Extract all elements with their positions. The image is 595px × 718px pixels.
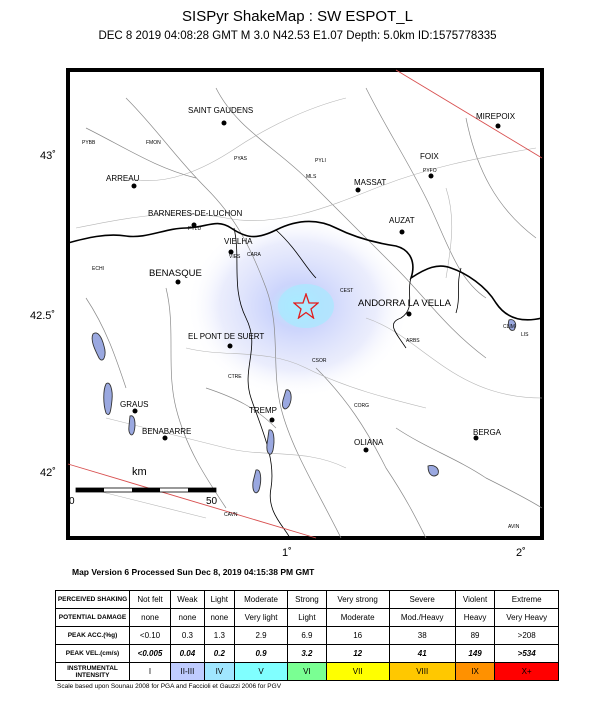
shakemap-area[interactable] — [66, 68, 544, 540]
city-dot — [222, 121, 227, 126]
station-label: CLIM — [503, 324, 515, 330]
legend-cell: 12 — [326, 645, 389, 663]
city-label: ANDORRA LA VELLA — [358, 298, 451, 309]
city-label: ARREAU — [106, 174, 140, 183]
city-label: MIREPOIX — [476, 112, 516, 121]
legend-cell: Violent — [455, 591, 495, 609]
legend-cell: Mod./Heavy — [389, 609, 455, 627]
legend-row-intensity — [56, 663, 559, 681]
intensity-cell: IX — [455, 663, 495, 681]
legend-cell: 149 — [455, 645, 495, 663]
city-label: BENASQUE — [149, 268, 202, 279]
city-label: BENABARRE — [142, 427, 192, 436]
station-label: CAVN — [224, 512, 238, 518]
row-header-shaking: PERCEIVED SHAKING — [56, 591, 130, 609]
row-header-intensity: INSTRUMENTAL INTENSITY — [56, 663, 130, 681]
city-dot — [496, 124, 501, 129]
legend-cell: Very strong — [326, 591, 389, 609]
city-label: MASSAT — [354, 178, 387, 187]
legend-cell: none — [171, 609, 205, 627]
lon-label-1: 1˚ — [282, 547, 292, 559]
city-dot — [400, 230, 405, 235]
legend-cell: Very Heavy — [495, 609, 559, 627]
legend-cell: Strong — [288, 591, 326, 609]
city-label: AUZAT — [389, 216, 415, 225]
legend-cell: none — [130, 609, 171, 627]
city-label: SAINT GAUDENS — [188, 106, 254, 115]
city-label: BARNERES-DE-LUCHON — [148, 209, 243, 218]
version-line: Map Version 6 Processed Sun Dec 8, 2019 04:15:38 PM GMT — [72, 567, 315, 577]
intensity-cell: IV — [204, 663, 234, 681]
legend-cell: 38 — [389, 627, 455, 645]
row-header-acc: PEAK ACC.(%g) — [56, 627, 130, 645]
city-dot — [133, 409, 138, 414]
lat-label-43: 43˚ — [40, 150, 56, 162]
legend-cell: Heavy — [455, 609, 495, 627]
legend-cell: <0.10 — [130, 627, 171, 645]
legend-cell: Severe — [389, 591, 455, 609]
station-label: PYAS — [234, 156, 247, 162]
legend-cell: 0.3 — [171, 627, 205, 645]
legend-cell: 0.04 — [171, 645, 205, 663]
legend-cell: <0.005 — [130, 645, 171, 663]
legend-cell: 3.2 — [288, 645, 326, 663]
legend-cell: 1.3 — [204, 627, 234, 645]
city-label: TREMP — [249, 406, 277, 415]
station-label: CARA — [247, 252, 261, 258]
station-label: ARBS — [406, 338, 420, 344]
legend-cell: Very light — [234, 609, 287, 627]
station-label: PYLU — [188, 226, 202, 232]
legend-cell: Light — [288, 609, 326, 627]
epicenter-star-icon[interactable] — [293, 293, 319, 319]
legend-cell: none — [204, 609, 234, 627]
intensity-cell: II-III — [171, 663, 205, 681]
lat-label-42-5: 42.5˚ — [30, 310, 56, 322]
scale-bar-end: 50 — [206, 496, 218, 507]
legend-cell: 41 — [389, 645, 455, 663]
intensity-cell: VI — [288, 663, 326, 681]
city-label: FOIX — [420, 152, 439, 161]
city-dot — [176, 280, 181, 285]
station-label: PYFO — [423, 168, 437, 174]
station-label: VIES — [229, 254, 241, 260]
city-dot — [270, 418, 275, 423]
intensity-cell: X+ — [495, 663, 559, 681]
city-label: BERGA — [473, 428, 502, 437]
lon-label-2: 2˚ — [516, 547, 526, 559]
city-label: VIELHA — [224, 237, 253, 246]
scale-bar-start: 0 — [69, 496, 75, 507]
scale-bar — [76, 488, 216, 492]
legend-row-vel — [56, 645, 559, 663]
legend-row-damage — [56, 609, 559, 627]
station-label: AVIN — [508, 524, 520, 530]
legend-cell: 16 — [326, 627, 389, 645]
legend-cell: Extreme — [495, 591, 559, 609]
legend-cell: 89 — [455, 627, 495, 645]
legend-cell: 0.2 — [204, 645, 234, 663]
station-label: CTRE — [228, 374, 242, 380]
scale-note: Scale based upon Sounau 2008 for PGA and Faccioli et Gauzzi 2006 for PGV — [57, 683, 282, 690]
intensity-cell: I — [130, 663, 171, 681]
legend-cell: Light — [204, 591, 234, 609]
station-label: PYLI — [315, 158, 326, 164]
station-label: FMON — [146, 140, 161, 146]
city-dot — [163, 436, 168, 441]
station-label: CEST — [340, 288, 354, 294]
intensity-cell: VII — [326, 663, 389, 681]
station-label: PYBB — [82, 140, 96, 146]
station-label: CSOR — [312, 358, 327, 364]
legend-cell: >534 — [495, 645, 559, 663]
city-dot — [356, 188, 361, 193]
legend-cell: Weak — [171, 591, 205, 609]
row-header-vel: PEAK VEL.(cm/s) — [56, 645, 130, 663]
city-dot — [407, 312, 412, 317]
city-label: EL PONT DE SUERT — [188, 332, 265, 341]
station-label: CORG — [354, 403, 369, 409]
legend-cell: >208 — [495, 627, 559, 645]
legend-cell: Not felt — [130, 591, 171, 609]
city-label: OLIANA — [354, 438, 384, 447]
row-header-damage: POTENTIAL DAMAGE — [56, 609, 130, 627]
scale-bar-unit: km — [132, 466, 147, 478]
lat-label-42: 42˚ — [40, 467, 56, 479]
station-label: MLS — [306, 174, 317, 180]
city-dot — [364, 448, 369, 453]
event-info: DEC 8 2019 04:08:28 GMT M 3.0 N42.53 E1.07 Depth: 5.0km ID:1575778335 — [98, 30, 497, 42]
intensity-cell: V — [234, 663, 287, 681]
station-label: LIS — [521, 332, 529, 338]
intensity-legend-table — [55, 590, 559, 681]
city-label: GRAUS — [120, 400, 149, 409]
city-dot — [132, 184, 137, 189]
intensity-cell: VIII — [389, 663, 455, 681]
legend-cell: Moderate — [234, 591, 287, 609]
city-dot — [228, 344, 233, 349]
station-label: ECHI — [92, 266, 104, 272]
city-dot — [429, 174, 434, 179]
legend-row-shaking — [56, 591, 559, 609]
legend-cell: 2.9 — [234, 627, 287, 645]
legend-cell: 6.9 — [288, 627, 326, 645]
legend-cell: 0.9 — [234, 645, 287, 663]
map-title: SISPyr ShakeMap : SW ESPOT_L — [182, 8, 413, 25]
legend-row-acc — [56, 627, 559, 645]
legend-cell: Moderate — [326, 609, 389, 627]
